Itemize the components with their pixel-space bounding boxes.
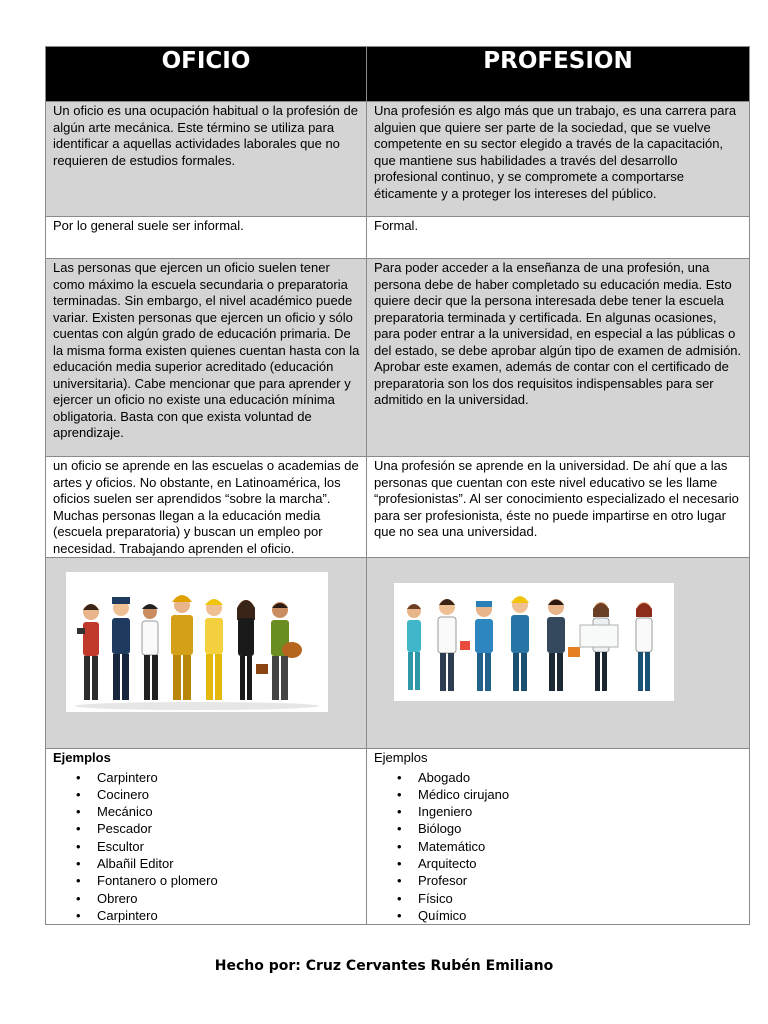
list-item: • Carpintero xyxy=(97,907,360,924)
list-item: • Físico xyxy=(418,890,743,907)
list-item: • Abogado xyxy=(418,769,743,786)
profesion-definition: Una profesión es algo más que un trabajo, es una carrera para alguien que quiere ser parte de la sociedad, que se vuelve competente en su sector elegido a través de la capacitación, que mantiene sus habilidades a través del desarrollo profesional continuo, y se compromete a comportarse éticamente y a proteger los intereses del público. xyxy=(367,102,750,217)
list-item: • Escultor xyxy=(97,838,360,855)
list-item: • Biólogo xyxy=(418,820,743,837)
oficio-learning: un oficio se aprende en las escuelas o academias de artes y oficios. No obstante, en Latinoamérica, los oficios suelen ser aprendidos “sobre la marcha”. Muchas personas llegan a la educación media (escuela preparatoria) y buscan un empleo por necesidad. Trabajando aprenden el oficio. xyxy=(46,457,367,558)
profesion-education: Para poder acceder a la enseñanza de una profesión, una persona debe de haber completado su educación media. Esto quiere decir que la persona interesada debe tener la escuela preparatoria terminada y certificada. En algunas ocasiones, para poder entrar a la universidad, en especial a las públicas o del estado, se debe aprobar algún tipo de examen de admisión. Aprobar este examen, además de contar con el certificado de preparatoria son los dos requisitos indispensables para ser admitido en la universidad. xyxy=(367,259,750,457)
list-item: • Obrero xyxy=(97,890,360,907)
list-item: • Matemático xyxy=(418,838,743,855)
list-item: • Mecánico xyxy=(97,803,360,820)
list-item: • Profesor xyxy=(418,872,743,889)
oficio-examples-title: Ejemplos xyxy=(53,750,111,765)
oficio-formality: Por lo general suele ser informal. xyxy=(46,217,367,259)
profesion-image-cell xyxy=(367,558,750,749)
profesion-learning: Una profesión se aprende en la universidad. De ahí que a las personas que cuentan con este nivel educativo se les llame “profesionistas”. Al ser conocimiento especializado el necesario para ser profesionista, éste no puede impartirse en otro lugar que no sea una universidad. xyxy=(367,457,750,558)
profesion-examples-title: Ejemplos xyxy=(374,750,428,765)
list-item: • Cocinero xyxy=(97,786,360,803)
list-item: • Químico xyxy=(418,907,743,924)
oficio-examples xyxy=(46,749,367,925)
list-item: • Ingeniero xyxy=(418,803,743,820)
oficio-image-cell xyxy=(46,558,367,749)
list-item: • Albañil Editor xyxy=(97,855,360,872)
oficio-definition: Un oficio es una ocupación habitual o la profesión de algún arte mecánica. Este término se utiliza para identificar a aquellas actividades laborales que no requieren de estudios formales. xyxy=(46,102,367,217)
list-item: • Fontanero o plomero xyxy=(97,872,360,889)
professionals-illustration xyxy=(394,583,674,701)
list-item: • Arquitecto xyxy=(418,855,743,872)
header-profesion: PROFESION xyxy=(367,47,750,102)
comparison-table xyxy=(45,46,750,925)
profesion-examples-list xyxy=(374,769,743,925)
oficio-education: Las personas que ejercen un oficio suelen tener como máximo la escuela secundaria o preparatoria terminadas. Sin embargo, el nivel académico puede variar. Existen personas que ejercen un oficio y sólo cuentas con algún grado de educación primaria. De la misma forma existen quienes cuentan hasta con la educación media superior acreditado (educación universitaria). Cabe mencionar que para aprender y ejercer un oficio no existe una educación mínima obligatoria. Basta con que exista voluntad de aprendizaje. xyxy=(46,259,367,457)
profesion-formality: Formal. xyxy=(367,217,750,259)
header-oficio: OFICIO xyxy=(46,47,367,102)
list-item: • Pescador xyxy=(97,820,360,837)
trades-workers-illustration xyxy=(66,572,328,712)
list-item: • Carpintero xyxy=(97,769,360,786)
oficio-examples-list xyxy=(53,769,360,925)
list-item: • Médico cirujano xyxy=(418,786,743,803)
profesion-examples xyxy=(367,749,750,925)
author-footer: Hecho por: Cruz Cervantes Rubén Emiliano xyxy=(214,958,554,974)
